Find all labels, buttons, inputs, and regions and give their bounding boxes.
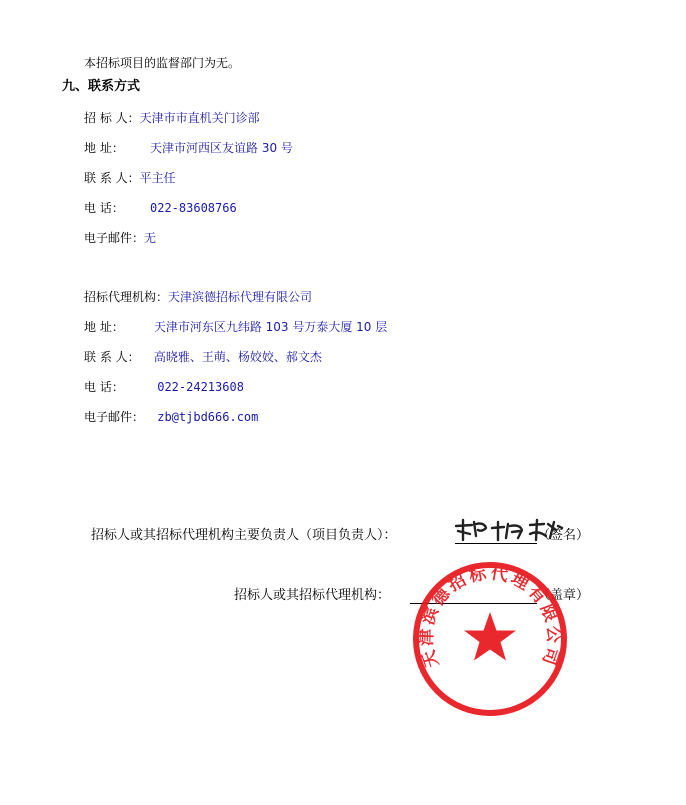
tenderer-email-row <box>84 230 156 246</box>
field-label: 地 址： <box>84 320 124 334</box>
agency-email-row <box>84 409 258 425</box>
company-seal <box>411 560 569 718</box>
tenderer-email: 无 <box>144 231 157 245</box>
agency-phone-row <box>84 379 244 395</box>
field-label: 招 标 人： <box>84 111 140 125</box>
tenderer-name: 天津市市直机关门诊部 <box>139 111 260 125</box>
seal-suffix: （盖章） <box>537 588 590 603</box>
tenderer-contact: 平主任 <box>139 171 176 185</box>
section-heading: 九、联系方式 <box>62 79 141 94</box>
responsible-label: 招标人或其招标代理机构主要负责人（项目负责人）： <box>91 528 397 543</box>
field-label: 联 系 人： <box>84 171 140 185</box>
supervision-text: 本招标项目的监督部门为无。 <box>84 56 241 70</box>
field-label: 地 址： <box>84 141 124 155</box>
tenderer-address-row <box>84 140 293 156</box>
tenderer-contact-row <box>84 170 176 186</box>
agency-contact-row <box>84 349 322 365</box>
field-label: 招标代理机构： <box>84 290 169 304</box>
handwritten-signature <box>452 516 564 546</box>
field-label: 电子邮件： <box>84 410 145 424</box>
agency-address-row <box>84 319 387 335</box>
field-label: 电 话： <box>84 201 124 215</box>
seal-text: 天津滨德招标代理有限公司 <box>416 563 564 671</box>
tenderer-phone-row <box>84 200 237 216</box>
field-label: 电子邮件： <box>84 231 145 245</box>
agency-email: zb@tjbd666.com <box>150 410 259 424</box>
agency-phone: 022-24213608 <box>150 380 244 394</box>
org-label: 招标人或其招标代理机构： <box>234 588 391 603</box>
sign-suffix: （签名） <box>537 528 590 543</box>
agency-row <box>84 289 312 305</box>
agency-contacts: 高晓雅、王萌、杨姣姣、郝文杰 <box>150 350 322 364</box>
tenderer-row <box>84 110 260 126</box>
tenderer-phone: 022-83608766 <box>150 201 237 215</box>
field-label: 联 系 人： <box>84 350 140 364</box>
field-label: 电 话： <box>84 380 124 394</box>
agency-address: 天津市河东区九纬路 103 号万泰大厦 10 层 <box>150 320 388 334</box>
tenderer-address: 天津市河西区友谊路 30 号 <box>150 141 293 155</box>
seal-star-icon <box>464 612 516 661</box>
agency-name: 天津滨德招标代理有限公司 <box>168 290 313 304</box>
